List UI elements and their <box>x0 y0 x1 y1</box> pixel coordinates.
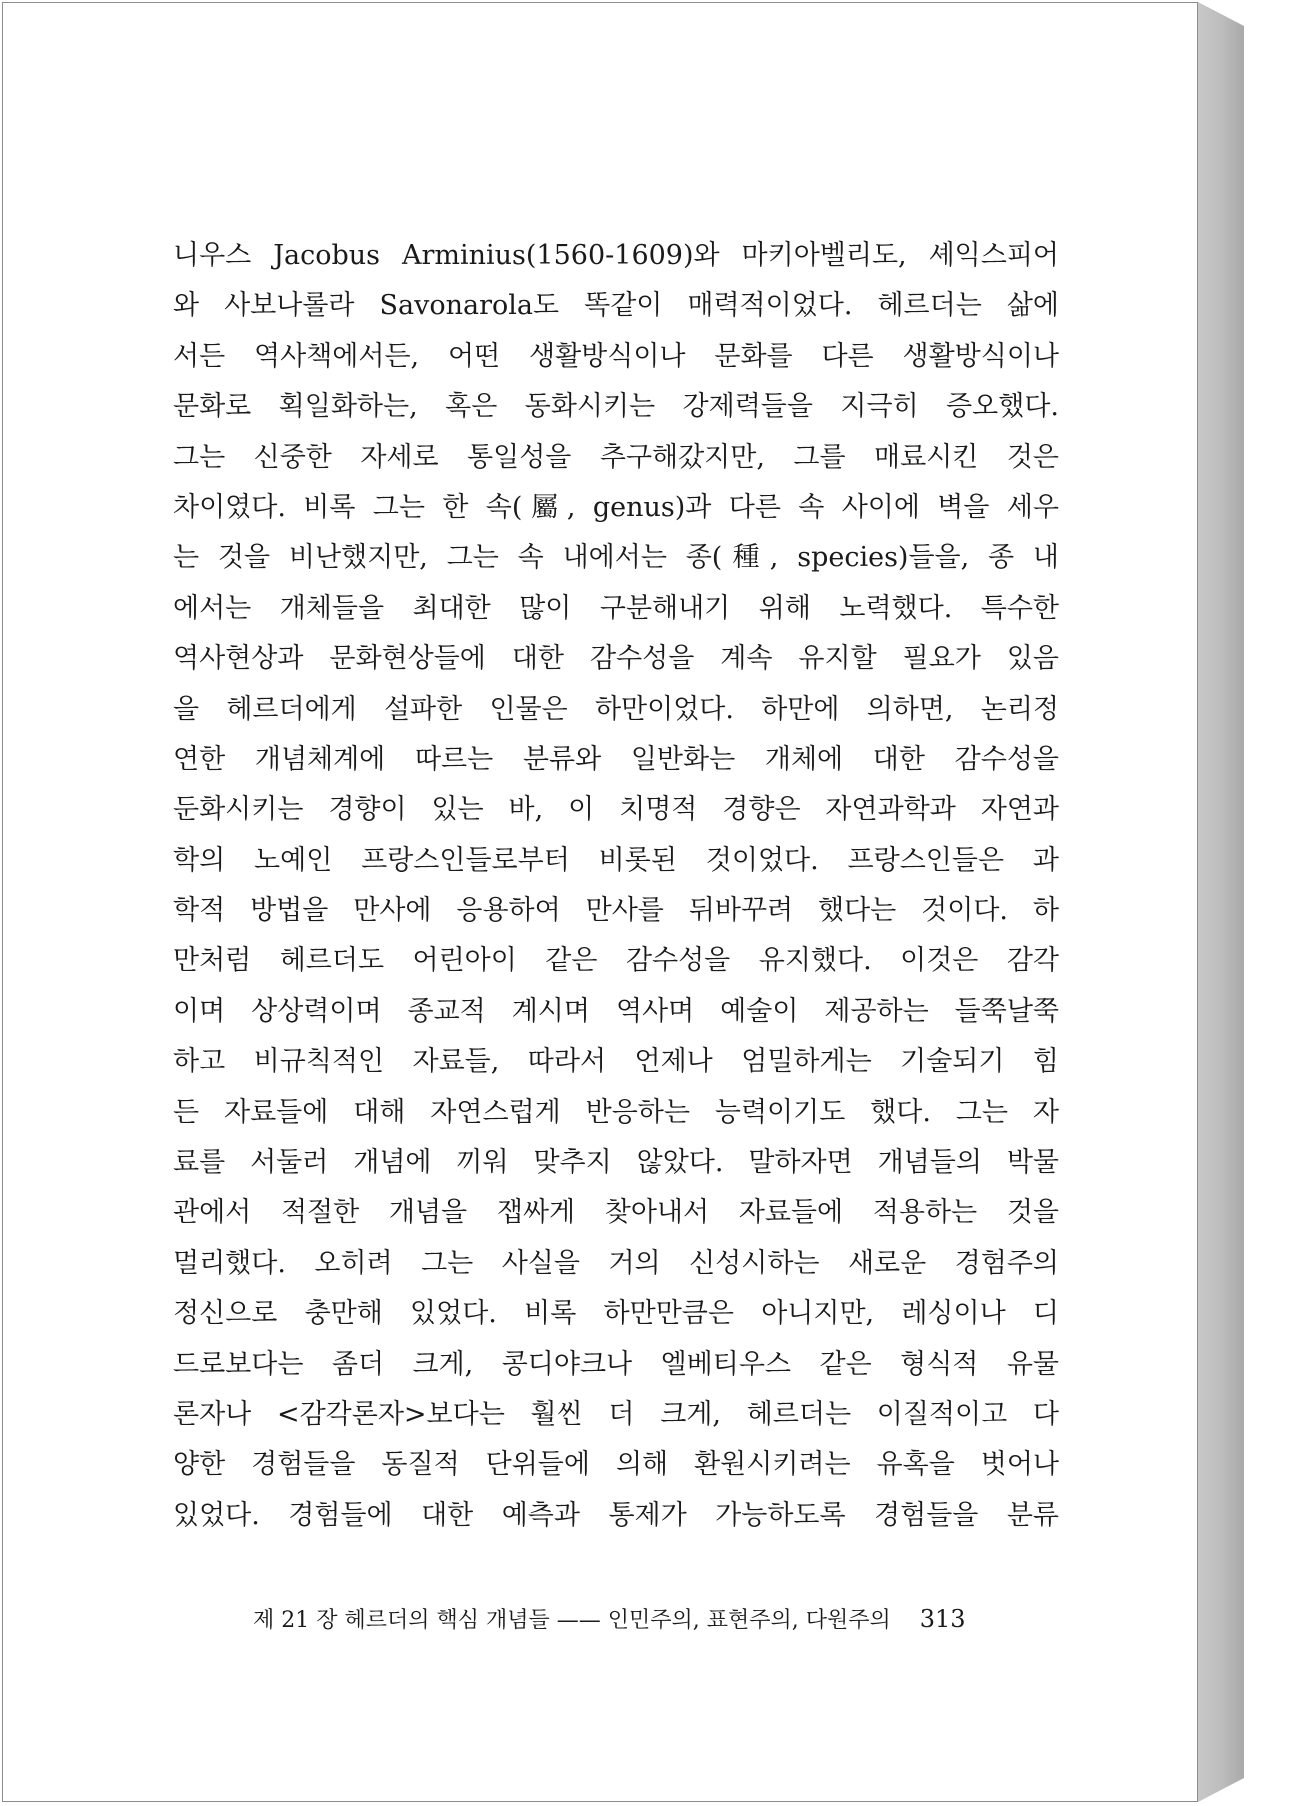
text-line: 학적 방법을 만사에 응용하여 만사를 뒤바꾸려 했다는 것이다. 하 <box>173 895 1059 927</box>
text-line: 정신으로 충만해 있었다. 비록 하만만큼은 아니지만, 레싱이나 디 <box>173 1298 1059 1330</box>
text-line: 문화로 획일화하는, 혹은 동화시키는 강제력들을 지극히 증오했다. <box>173 391 1059 423</box>
text-line: 관에서 적절한 개념을 잽싸게 찾아내서 자료들에 적용하는 것을 <box>173 1197 1059 1229</box>
text-line: 니우스 Jacobus Arminius(1560-1609)와 마키아벨리도, 셰익스피어 <box>173 240 1059 271</box>
text-line: 역사현상과 문화현상들에 대한 감수성을 계속 유지할 필요가 있음 <box>173 643 1059 675</box>
text-line: 둔화시키는 경향이 있는 바, 이 치명적 경향은 자연과학과 자연과 <box>173 794 1059 826</box>
text-line: 와 사보나롤라 Savonarola도 똑같이 매력적이었다. 헤르더는 삶에 <box>173 290 1059 322</box>
text-line: 학의 노예인 프랑스인들로부터 비롯된 것이었다. 프랑스인들은 과 <box>173 844 1059 876</box>
book-page <box>2 2 1198 1802</box>
text-line: 멀리했다. 오히려 그는 사실을 거의 신성시하는 새로운 경험주의 <box>173 1247 1059 1279</box>
text-line: 을 헤르더에게 설파한 인물은 하만이었다. 하만에 의하면, 논리정 <box>173 693 1059 725</box>
text-line: 에서는 개체들을 최대한 많이 구분해내기 위해 노력했다. 특수한 <box>173 592 1059 624</box>
text-line: 론자나 <감각론자>보다는 훨씬 더 크게, 헤르더는 이질적이고 다 <box>173 1398 1059 1430</box>
text-line: 이며 상상력이며 종교적 계시며 역사며 예술이 제공하는 들쭉날쭉 <box>173 995 1059 1027</box>
running-head: 제 21 장 헤르더의 핵심 개념들 —— 인민주의, 표현주의, 다원주의 <box>253 1608 891 1633</box>
text-line: 든 자료들에 대해 자연스럽게 반응하는 능력이기도 했다. 그는 자 <box>173 1096 1059 1128</box>
text-line: 하고 비규칙적인 자료들, 따라서 언제나 엄밀하게는 기술되기 힘 <box>173 1046 1059 1078</box>
text-line: 료를 서둘러 개념에 끼워 맞추지 않았다. 말하자면 개념들의 박물 <box>173 1147 1059 1179</box>
page-number: 313 <box>919 1605 966 1633</box>
text-line: 양한 경험들을 동질적 단위들에 의해 환원시키려는 유혹을 벗어나 <box>173 1449 1059 1481</box>
page-stack-edge <box>1198 2 1244 1802</box>
text-line: 드로보다는 좀더 크게, 콩디야크나 엘베티우스 같은 형식적 유물 <box>173 1348 1059 1380</box>
text-line: 그는 신중한 자세로 통일성을 추구해갔지만, 그를 매료시킨 것은 <box>173 441 1059 473</box>
text-line: 는 것을 비난했지만, 그는 속 내에서는 종(種, species)들을, 종 내 <box>173 542 1059 574</box>
body-text <box>173 231 1059 1541</box>
text-line: 만처럼 헤르더도 어린아이 같은 감수성을 유지했다. 이것은 감각 <box>173 945 1059 977</box>
text-line: 서든 역사책에서든, 어떤 생활방식이나 문화를 다른 생활방식이나 <box>173 340 1059 372</box>
text-line: 있었다. 경험들에 대한 예측과 통제가 가능하도록 경험들을 분류 <box>173 1499 1059 1531</box>
text-line: 연한 개념체계에 따르는 분류와 일반화는 개체에 대한 감수성을 <box>173 743 1059 775</box>
text-line: 차이였다. 비록 그는 한 속(屬, genus)과 다른 속 사이에 벽을 세우 <box>173 491 1059 523</box>
page-footer <box>253 1603 1023 1634</box>
